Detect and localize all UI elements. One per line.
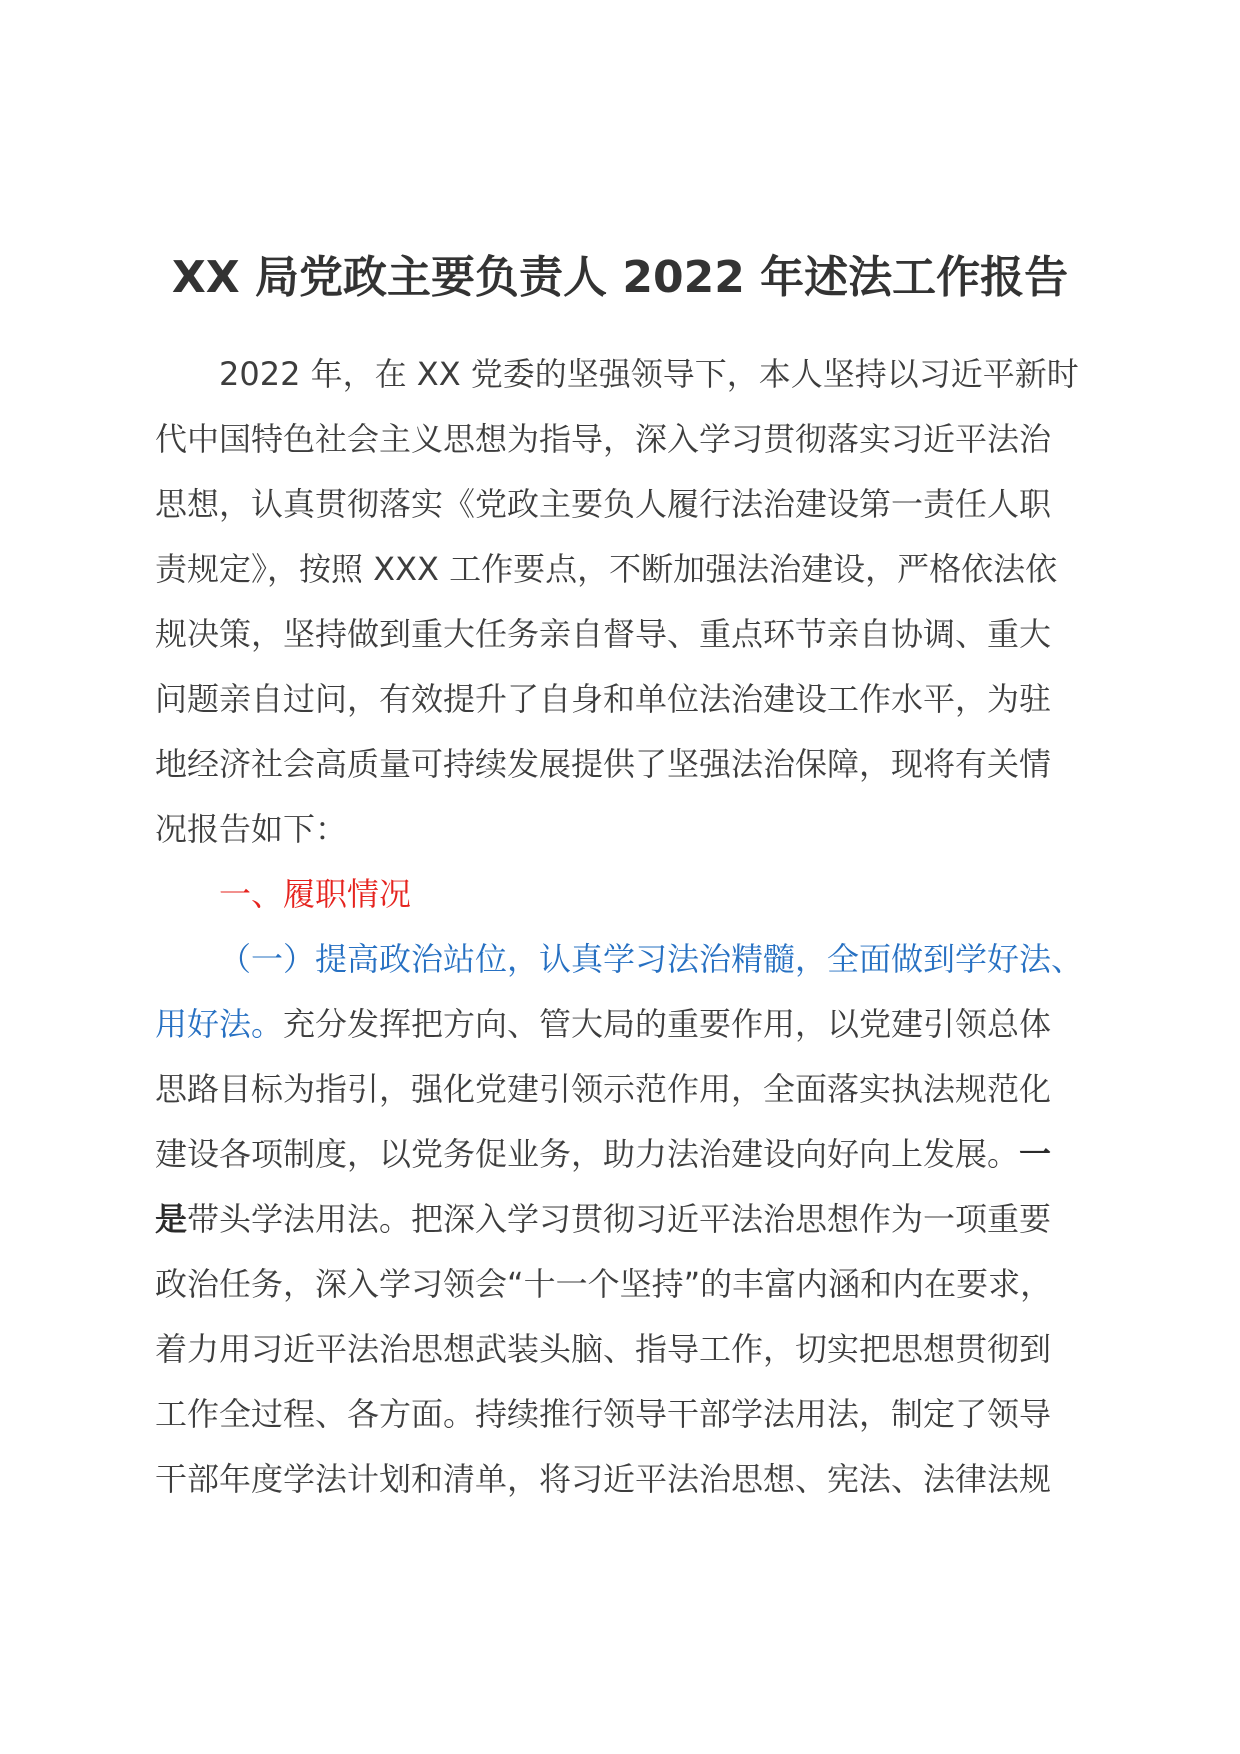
section-heading: 一、履职情况 <box>219 875 412 913</box>
body-text: 充分发挥把方向、管大局的重要作用，以党建引领总体 <box>283 1005 1052 1043</box>
paragraph-line: 规决策，坚持做到重大任务亲自督导、重点环节亲自协调、重大 <box>155 615 1052 653</box>
paragraph-line: 思想，认真贯彻落实《党政主要负人履行法治建设第一责任人职 <box>155 485 1052 523</box>
paragraph-line <box>155 1122 1115 1187</box>
paragraph-line <box>155 1187 1115 1252</box>
paragraph-line <box>155 927 1115 992</box>
bold-emphasis: 一 <box>1019 1135 1052 1173</box>
paragraph-line <box>155 1317 1115 1382</box>
body-text: 思路目标为指引，强化党建引领示范作用，全面落实执法规范化 <box>155 1070 1052 1108</box>
intro-paragraph <box>155 342 1115 862</box>
paragraph-line: 2022 年，在 XX 党委的坚强领导下，本人坚持以习近平新时 <box>219 355 1079 393</box>
paragraph-line: 代中国特色社会主义思想为指导，深入学习贯彻落实习近平法治 <box>155 420 1052 458</box>
paragraph-line: 况报告如下： <box>155 810 348 848</box>
paragraph-line <box>155 1382 1115 1447</box>
paragraph-line <box>155 992 1115 1057</box>
bold-emphasis: 是 <box>155 1200 188 1238</box>
paragraph-line <box>155 1447 1115 1512</box>
paragraph-line: 责规定》，按照 XXX 工作要点，不断加强法治建设，严格依法依 <box>155 550 1058 588</box>
body-text: 干部年度学法计划和清单，将习近平法治思想、宪法、法律法规 <box>155 1460 1052 1498</box>
paragraph-line: 地经济社会高质量可持续发展提供了坚强法治保障，现将有关情 <box>155 745 1052 783</box>
subsection-heading-text: （一）提高政治站位，认真学习法治精髓，全面做到学好法、 <box>219 940 1084 978</box>
document-title: XX 局党政主要负责人 2022 年述法工作报告 <box>171 252 1069 303</box>
subsection-paragraph <box>155 927 1115 1512</box>
body-text: 政治任务，深入学习领会“十一个坚持”的丰富内涵和内在要求， <box>155 1265 1053 1303</box>
paragraph-line <box>155 1252 1115 1317</box>
body-text: 工作全过程、各方面。持续推行领导干部学法用法，制定了领导 <box>155 1395 1052 1433</box>
document-body <box>155 342 1115 1512</box>
paragraph-line <box>155 1057 1115 1122</box>
body-text: 带头学法用法。把深入学习贯彻习近平法治思想作为一项重要 <box>187 1200 1052 1238</box>
body-text: 建设各项制度，以党务促业务，助力法治建设向好向上发展。 <box>155 1135 1020 1173</box>
subsection-heading-text: 用好法。 <box>155 1005 284 1043</box>
body-text: 着力用习近平法治思想武装头脑、指导工作，切实把思想贯彻到 <box>155 1330 1052 1368</box>
paragraph-line: 问题亲自过问，有效提升了自身和单位法治建设工作水平，为驻 <box>155 680 1052 718</box>
